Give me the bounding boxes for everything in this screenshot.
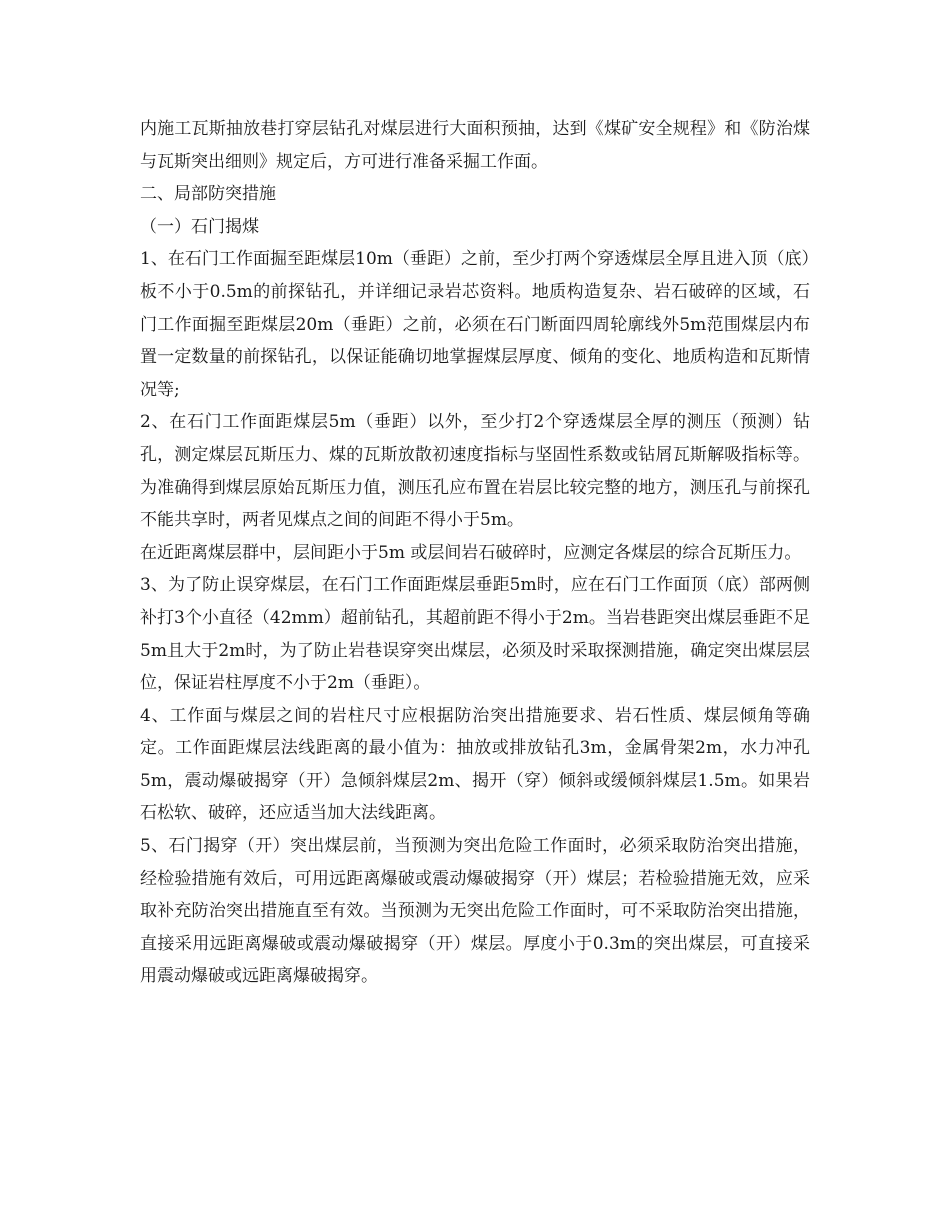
paragraph-item-2: 2、在石门工作面距煤层5m（垂距）以外，至少打2个穿透煤层全厚的测压（预测）钻孔，测定煤层瓦斯压力、煤的瓦斯放散初速度指标与坚固性系数或钻屑瓦斯解吸指标等。为准确得到煤层原始瓦斯压力值，测压孔应布置在岩层比较完整的地方，测压孔与前探孔不能共享时，两者见煤点之间的间距不得小于5m。 <box>140 412 810 531</box>
paragraph-item-4: 4、工作面与煤层之间的岩柱尺寸应根据防治突出措施要求、岩石性质、煤层倾角等确定。工作面距煤层法线距离的最小值为：抽放或排放钻孔3m，金属骨架2m，水力冲孔5m，震动爆破揭穿（开）急倾斜煤层2m、揭开（穿）倾斜或缓倾斜煤层1.5m。如果岩石松软、破碎，还应适当加大法线距离。 <box>140 705 810 824</box>
document-body <box>140 113 810 993</box>
paragraph-item-1: 1、在石门工作面掘至距煤层10m（垂距）之前，至少打两个穿透煤层全厚且进入顶（底）板不小于0.5m的前探钻孔，并详细记录岩芯资料。地质构造复杂、岩石破碎的区域，石门工作面掘至距煤层20m（垂距）之前，必须在石门断面四周轮廓线外5m范围煤层内布置一定数量的前探钻孔，以保证能确切地掌握煤层厚度、倾角的变化、地质构造和瓦斯情况等; <box>140 249 810 400</box>
paragraph-item-3: 3、为了防止误穿煤层，在石门工作面距煤层垂距5m时，应在石门工作面顶（底）部两侧补打3个小直径（42mm）超前钻孔，其超前距不得小于2m。当岩巷距突出煤层垂距不足5m且大于2m时，为了防止岩巷误穿突出煤层，必须及时采取探测措施，确定突出煤层层位，保证岩柱厚度不小于2m（垂距）。 <box>140 575 810 694</box>
paragraph-note: 在近距离煤层群中，层间距小于5m 或层间岩石破碎时，应测定各煤层的综合瓦斯压力。 <box>140 542 802 563</box>
section-heading: 二、局部防突措施 <box>140 184 276 205</box>
subsection-heading: （一）石门揭煤 <box>140 216 259 237</box>
paragraph-continuation: 内施工瓦斯抽放巷打穿层钻孔对煤层进行大面积预抽，达到《煤矿安全规程》和《防治煤与瓦斯突出细则》规定后，方可进行准备采掘工作面。 <box>140 119 810 172</box>
paragraph-item-5: 5、石门揭穿（开）突出煤层前，当预测为突出危险工作面时，必须采取防治突出措施，经检验措施有效后，可用远距离爆破或震动爆破揭穿（开）煤层；若检验措施无效，应采取补充防治突出措施直至有效。当预测为无突出危险工作面时，可不采取防治突出措施，直接采用远距离爆破或震动爆破揭穿（开）煤层。厚度小于0.3m的突出煤层，可直接采用震动爆破或远距离爆破揭穿。 <box>140 836 810 987</box>
